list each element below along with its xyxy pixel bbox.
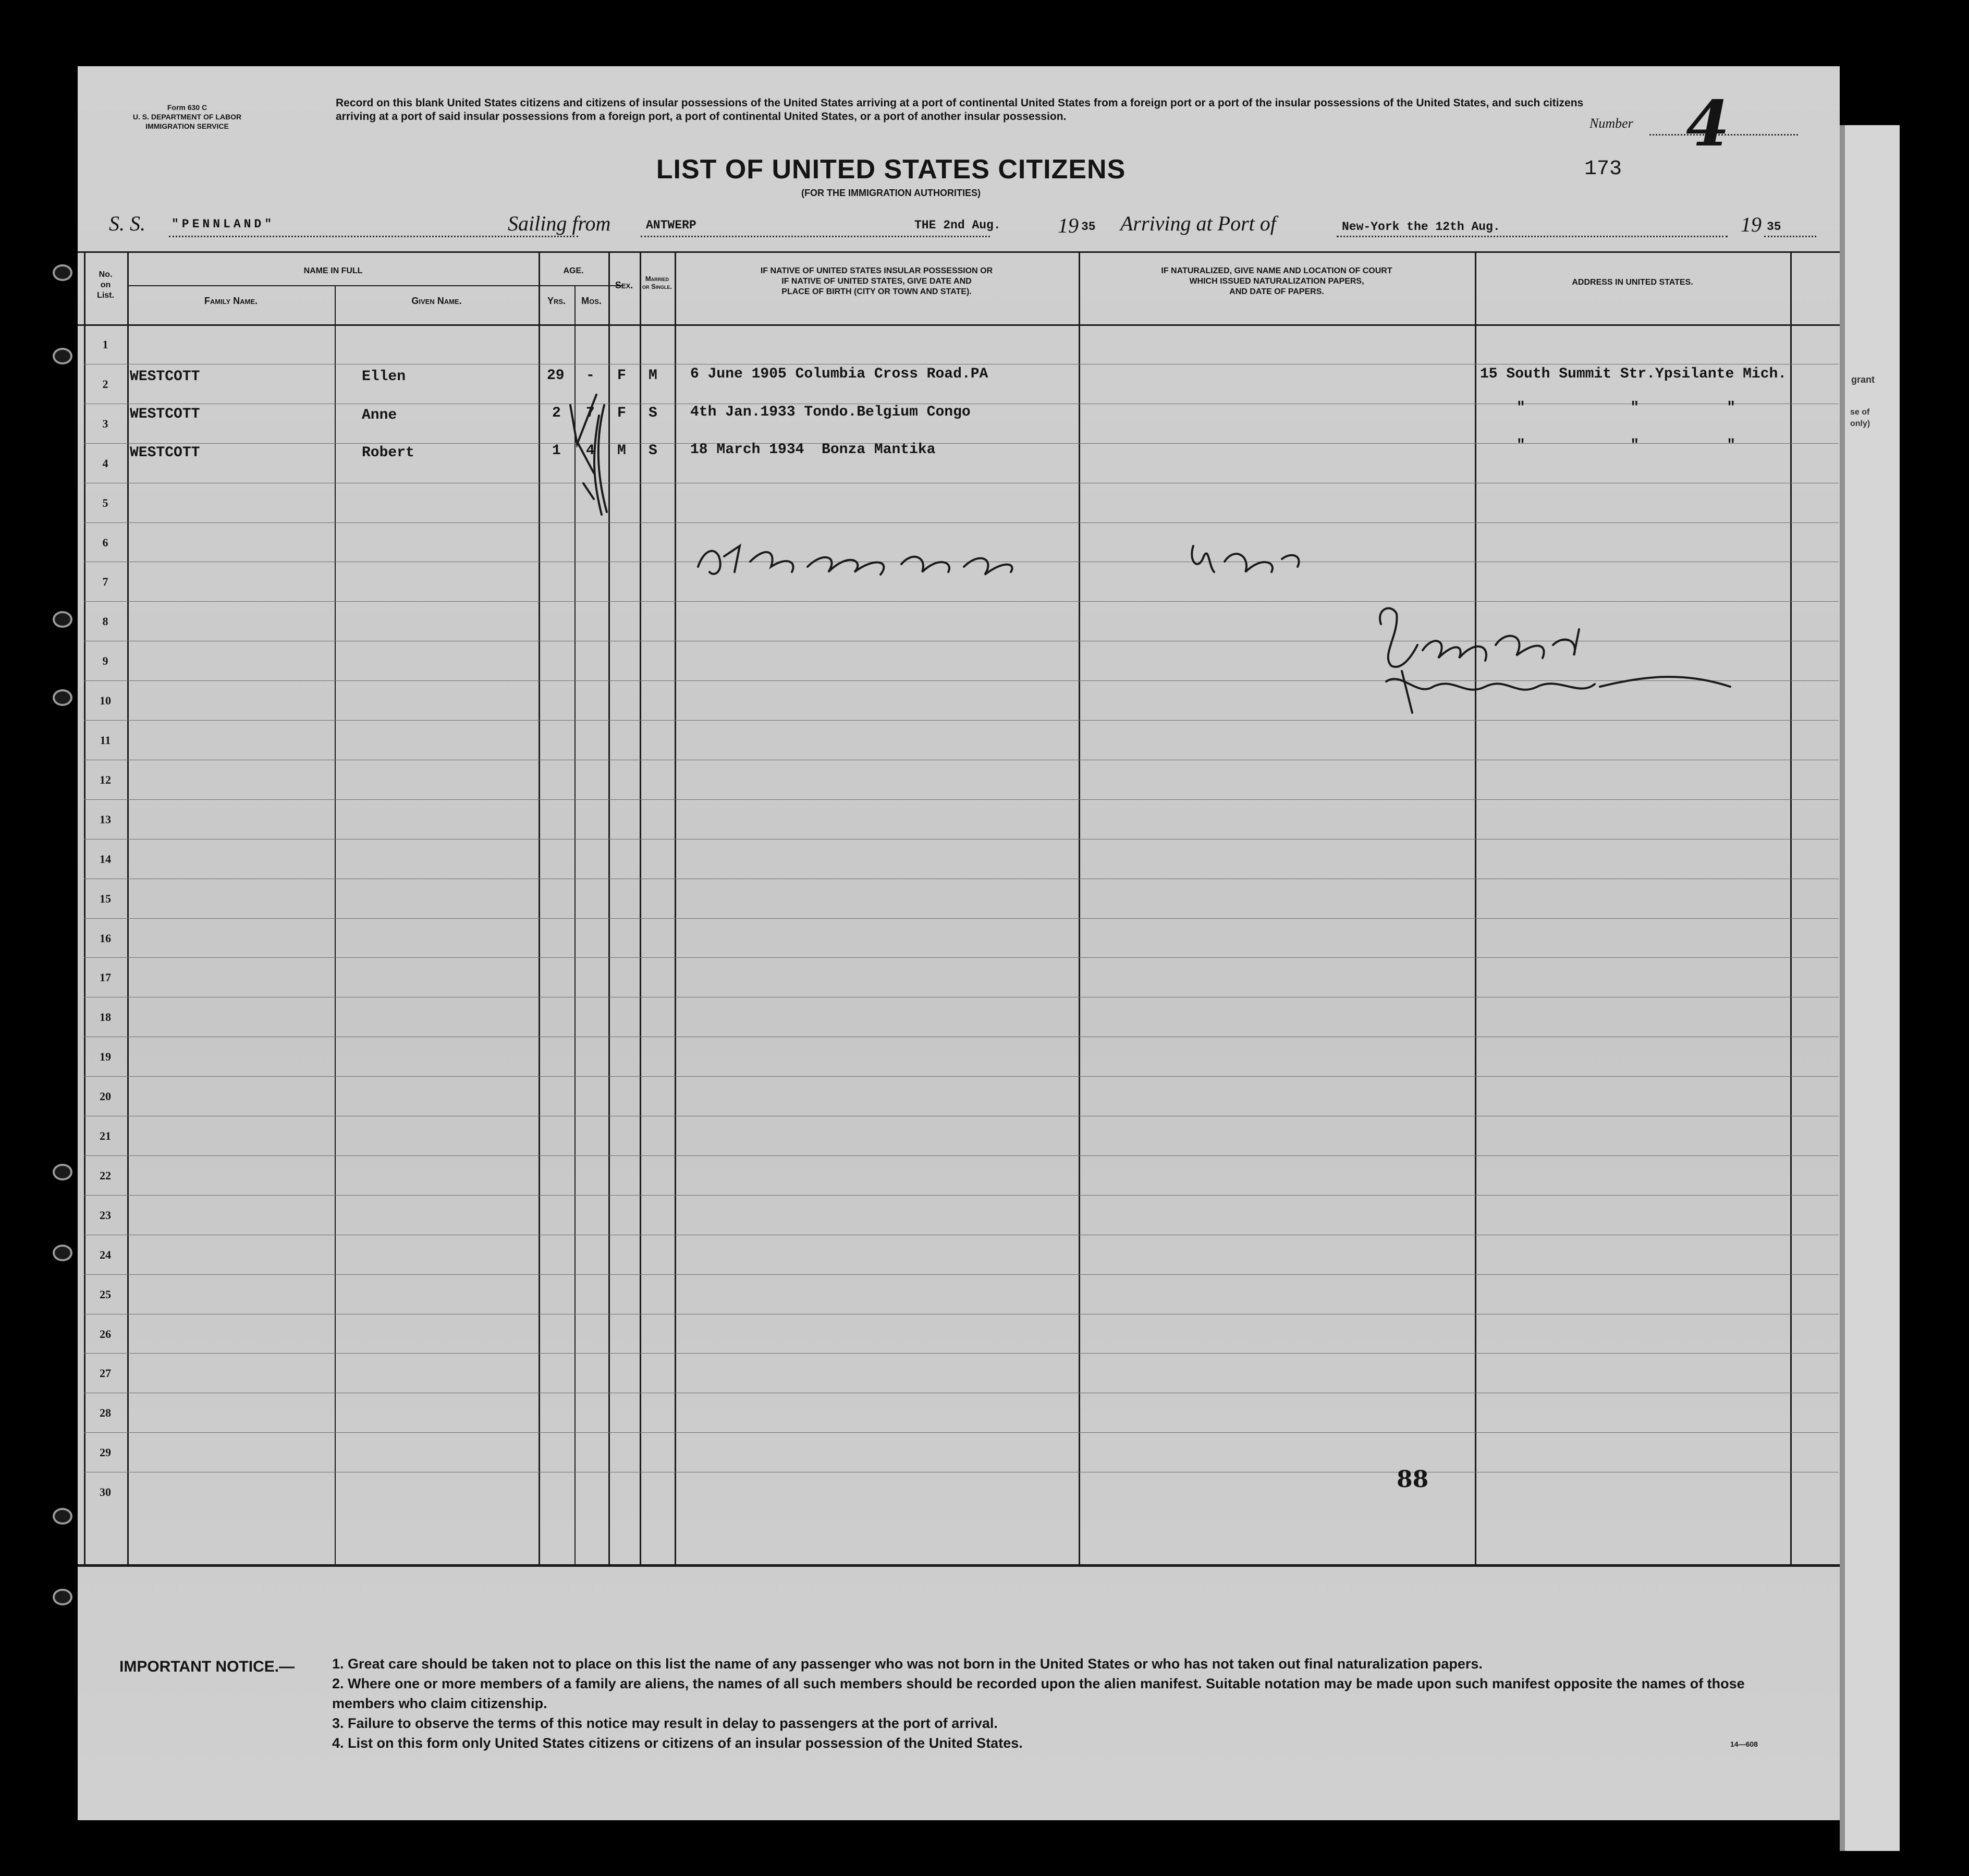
arrival-year: 35 bbox=[1767, 220, 1781, 234]
page-title: LIST OF UNITED STATES CITIZENS bbox=[656, 154, 1126, 185]
row-number: 3 bbox=[102, 417, 108, 430]
given-name-1: Ellen bbox=[362, 369, 406, 385]
age-mos-2: 7 bbox=[586, 405, 595, 421]
punch-hole bbox=[53, 689, 72, 706]
header-family-name: Family Name. bbox=[204, 296, 258, 306]
row-number: 14 bbox=[100, 852, 111, 866]
row-number: 11 bbox=[100, 734, 111, 747]
row-number: 28 bbox=[100, 1406, 111, 1420]
family-name-2: WESTCOTT bbox=[130, 406, 200, 422]
address-1: 15 South Summit Str.Ypsilante Mich. bbox=[1480, 366, 1787, 382]
inspector-signature bbox=[1371, 593, 1735, 739]
birth-3: 18 March 1934 Bonza Mantika bbox=[690, 442, 936, 458]
header-no: No. on List. bbox=[97, 270, 114, 300]
notice-item-4: 4. List on this form only United States citizens or citizens of an insular possession of the United States. bbox=[332, 1735, 1023, 1751]
sex-3: M bbox=[617, 443, 626, 459]
row-number: 21 bbox=[100, 1129, 111, 1142]
punch-hole bbox=[53, 1589, 72, 1605]
notice-label: IMPORTANT NOTICE.— bbox=[119, 1658, 295, 1675]
row-number: 24 bbox=[100, 1248, 111, 1261]
list-number-handwritten: 4 bbox=[1686, 87, 1730, 161]
family-name-1: WESTCOTT bbox=[130, 369, 200, 385]
header-age: AGE. bbox=[563, 266, 584, 275]
form-identifier: Form 630 C U. S. DEPARTMENT OF LABOR IMMIGRATION SERVICE bbox=[132, 103, 242, 130]
row-number: 2 bbox=[102, 377, 108, 391]
age-mos-1: - bbox=[586, 368, 595, 384]
row-number: 5 bbox=[102, 496, 108, 509]
notice-item-1: 1. Great care should be taken not to place on this list the name of any passenger who was not born in the United States or who has not taken out final naturalization papers. bbox=[332, 1656, 1483, 1672]
row-rule bbox=[84, 957, 1839, 958]
punch-hole bbox=[53, 264, 72, 281]
row-number: 7 bbox=[102, 575, 108, 589]
row-number: 22 bbox=[100, 1168, 111, 1182]
header-address: ADDRESS IN UNITED STATES. bbox=[1572, 278, 1693, 287]
status-1: M bbox=[649, 368, 657, 384]
punch-hole bbox=[53, 611, 72, 628]
row-number: 30 bbox=[100, 1485, 111, 1499]
sailing-date: THE 2nd Aug. bbox=[914, 218, 1001, 232]
given-name-3: Robert bbox=[362, 445, 414, 461]
row-number: 13 bbox=[100, 812, 111, 826]
age-yrs-2: 2 bbox=[552, 405, 561, 421]
handwritten-annotations bbox=[516, 327, 1402, 744]
age-yrs-1: 29 bbox=[547, 368, 565, 384]
row-number: 27 bbox=[100, 1367, 111, 1380]
status-3: S bbox=[649, 443, 657, 459]
row-number: 8 bbox=[102, 615, 108, 628]
ship-label: S. S. bbox=[109, 212, 145, 235]
row-number: 12 bbox=[100, 773, 111, 786]
sailing-port: ANTWERP bbox=[646, 218, 696, 232]
header-naturalized: IF NATURALIZED, GIVE NAME AND LOCATION OF COURT WHICH ISSUED NATURALIZATION PAPERS, AND DATE OF PAPERS. bbox=[1161, 266, 1392, 296]
row-number: 1 bbox=[102, 338, 108, 351]
row-number: 9 bbox=[102, 654, 108, 668]
row-rule bbox=[84, 1155, 1839, 1156]
page-count-stamp: 88 bbox=[1397, 1466, 1429, 1493]
row-number: 20 bbox=[100, 1090, 111, 1103]
edge-text-only: se of only) bbox=[1850, 408, 1870, 428]
edge-text-grant: grant bbox=[1851, 374, 1875, 385]
status-2: S bbox=[649, 405, 657, 421]
address-2: " " " bbox=[1517, 400, 1736, 416]
row-number: 25 bbox=[100, 1287, 111, 1301]
row-rule bbox=[84, 1076, 1839, 1077]
header-sex: Sex. bbox=[615, 280, 633, 290]
row-rule bbox=[84, 1432, 1839, 1433]
row-number: 18 bbox=[100, 1010, 111, 1024]
header-birth: IF NATIVE OF UNITED STATES INSULAR POSSESSION OR IF NATIVE OF UNITED STATES, GIVE DATE AND PLACE OF BIRTH (CITY OR TOWN AND STATE). bbox=[760, 266, 993, 296]
sex-1: F bbox=[617, 368, 626, 384]
header-mos: Mos. bbox=[581, 296, 602, 306]
notice-item-3: 3. Failure to observe the terms of this notice may result in delay to passengers at the port of arrival. bbox=[332, 1715, 998, 1731]
sex-2: F bbox=[617, 405, 626, 421]
arriving-label: Arriving at Port of bbox=[1120, 212, 1276, 235]
family-name-3: WESTCOTT bbox=[130, 445, 200, 461]
sailing-from-label: Sailing from bbox=[508, 212, 611, 235]
row-number: 10 bbox=[100, 694, 111, 708]
row-number: 19 bbox=[100, 1050, 111, 1064]
given-name-2: Anne bbox=[362, 407, 397, 423]
row-rule bbox=[84, 918, 1839, 919]
form-print-code: 14—608 bbox=[1730, 1740, 1758, 1748]
underlying-page-edge bbox=[1840, 125, 1900, 1851]
sheet-number: 173 bbox=[1584, 157, 1622, 181]
header-name-in-full: NAME IN FULL bbox=[303, 266, 363, 275]
row-number: 16 bbox=[100, 931, 111, 945]
row-number: 26 bbox=[100, 1327, 111, 1341]
punch-hole bbox=[53, 1164, 72, 1180]
punch-hole bbox=[53, 348, 72, 364]
sailing-year-prefix: 19 bbox=[1058, 214, 1079, 237]
arriving-port: New-York the 12th Aug. bbox=[1342, 220, 1500, 234]
punch-hole bbox=[53, 1508, 72, 1525]
row-rule bbox=[84, 1274, 1839, 1275]
page-subtitle: (FOR THE IMMIGRATION AUTHORITIES) bbox=[801, 188, 981, 198]
row-rule bbox=[84, 1195, 1839, 1196]
form-instructions: Record on this blank United States citizens and citizens of insular possessions of the United States arriving at a port of continental United States from a foreign port or a port of the insular possessions of the United States, and such citizens arriving at a port of said insular possessions from a foreign port, a port of continental United States, or a port of another insular possession. bbox=[336, 97, 1584, 123]
row-number: 15 bbox=[100, 892, 111, 905]
number-label: Number bbox=[1589, 116, 1633, 131]
header-given-name: Given Name. bbox=[411, 296, 462, 306]
notice-item-2: 2. Where one or more members of a family are aliens, the names of all such members should be recorded upon the alien manifest. Suitable notation may be made upon such manifest opposite the names of those members who claim citizenship. bbox=[332, 1676, 1745, 1711]
row-number: 29 bbox=[100, 1446, 111, 1459]
row-number: 6 bbox=[102, 535, 108, 549]
row-rule bbox=[84, 1353, 1839, 1354]
row-rule bbox=[84, 799, 1839, 800]
age-yrs-3: 1 bbox=[552, 443, 561, 459]
header-yrs: Yrs. bbox=[547, 296, 566, 306]
birth-1: 6 June 1905 Columbia Cross Road.PA bbox=[690, 366, 988, 382]
age-mos-3: 4 bbox=[586, 443, 595, 459]
row-number: 4 bbox=[102, 456, 108, 470]
row-number: 23 bbox=[100, 1208, 111, 1222]
sailing-year: 35 bbox=[1081, 220, 1096, 234]
arrival-year-prefix: 19 bbox=[1741, 213, 1762, 236]
header-married-single: Married or Single. bbox=[642, 275, 672, 290]
row-number: 17 bbox=[100, 971, 111, 984]
address-3: " " " bbox=[1517, 437, 1736, 454]
birth-2: 4th Jan.1933 Tondo.Belgium Congo bbox=[690, 404, 971, 420]
ship-name: "PENNLAND" bbox=[172, 217, 275, 231]
manifest-sheet bbox=[78, 66, 1840, 1820]
punch-hole bbox=[53, 1245, 72, 1261]
